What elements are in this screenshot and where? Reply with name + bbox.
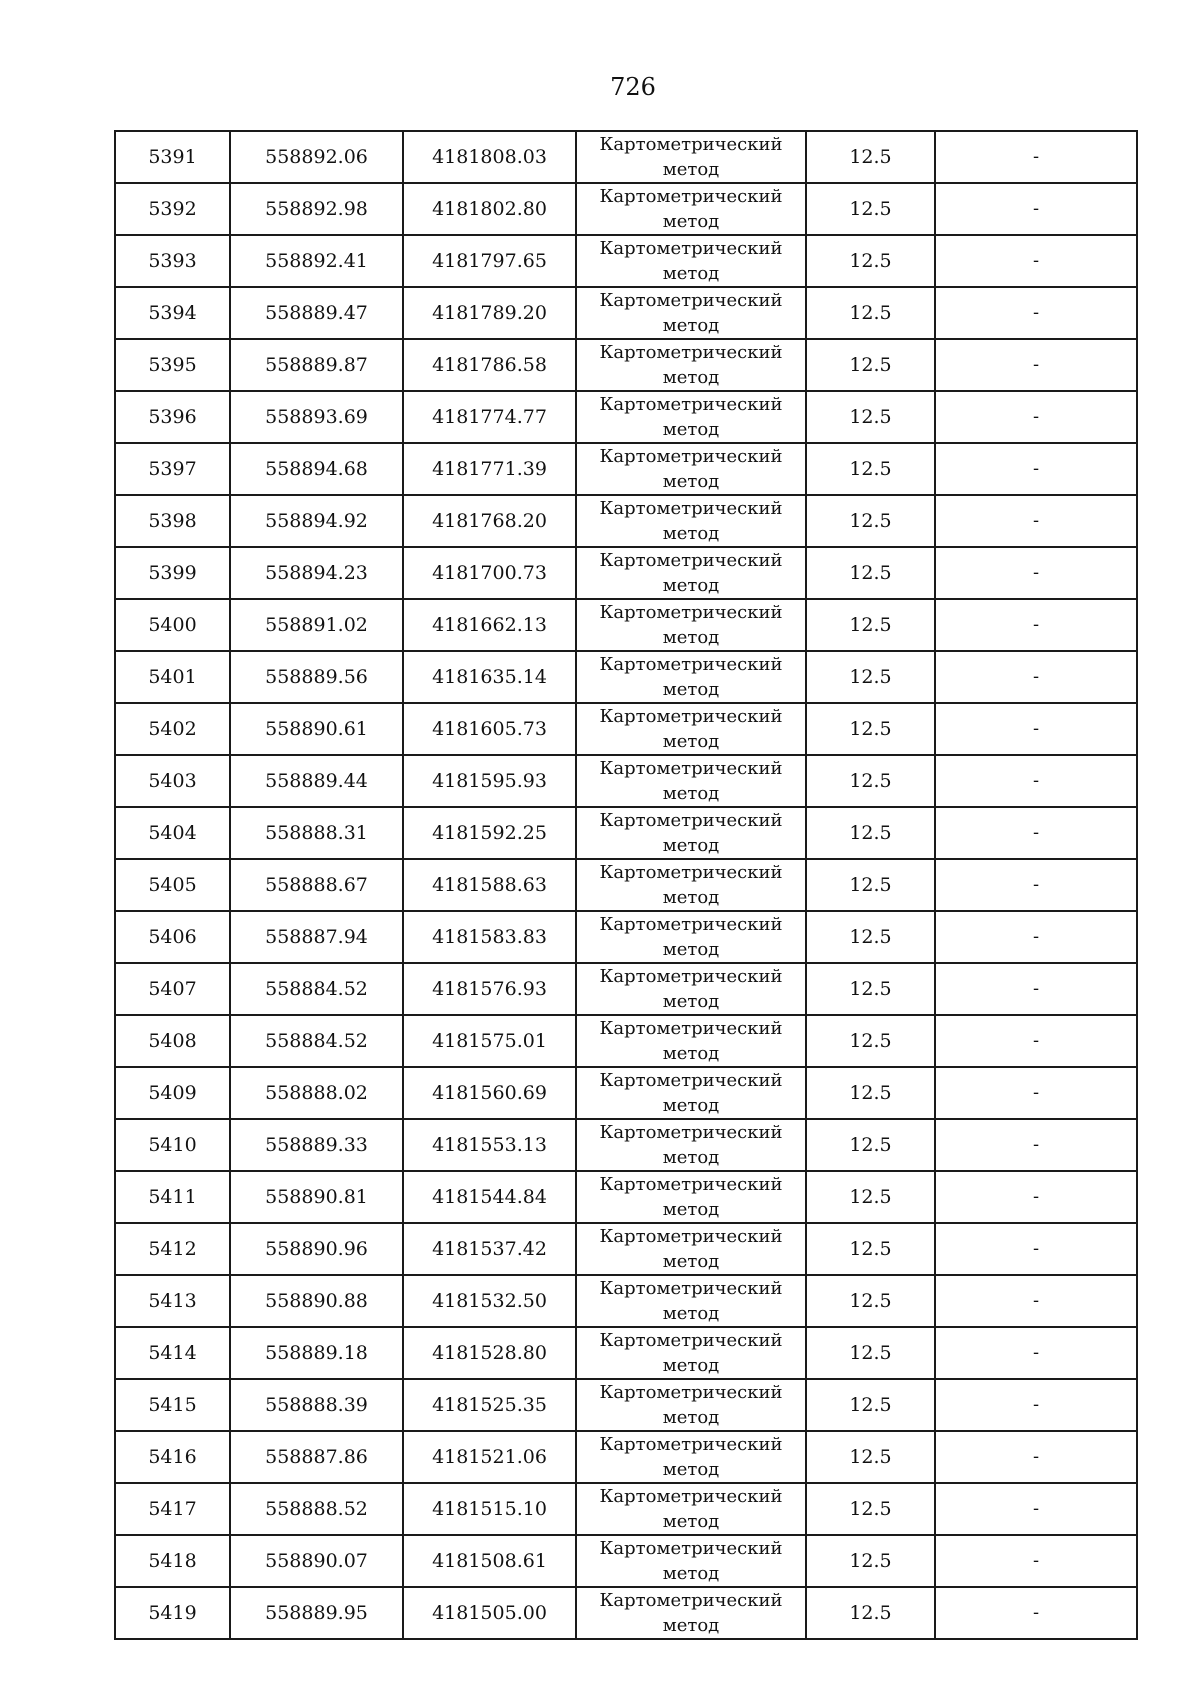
method-line-1: Картометрический xyxy=(599,1590,783,1611)
method-cell xyxy=(576,1379,806,1431)
accuracy-cell: 12.5 xyxy=(806,651,935,703)
note-cell: - xyxy=(935,1171,1137,1223)
method-line-1: Картометрический xyxy=(599,914,783,935)
method-line-2: метод xyxy=(662,783,720,804)
method-cell xyxy=(576,1015,806,1067)
point-number-cell: 5407 xyxy=(115,963,230,1015)
method-line-1: Картометрический xyxy=(599,1434,783,1455)
note-cell: - xyxy=(935,963,1137,1015)
note-cell: - xyxy=(935,651,1137,703)
point-number-cell: 5401 xyxy=(115,651,230,703)
method-line-2: метод xyxy=(662,575,720,596)
method-line-2: метод xyxy=(662,939,720,960)
method-line-1: Картометрический xyxy=(599,602,783,623)
method-cell xyxy=(576,131,806,183)
accuracy-cell: 12.5 xyxy=(806,391,935,443)
note-cell: - xyxy=(935,703,1137,755)
note-cell: - xyxy=(935,1223,1137,1275)
point-number-cell: 5396 xyxy=(115,391,230,443)
y-coordinate-cell: 4181605.73 xyxy=(403,703,576,755)
x-coordinate-cell: 558887.94 xyxy=(230,911,403,963)
point-number-cell: 5408 xyxy=(115,1015,230,1067)
method-line-2: метод xyxy=(662,159,720,180)
y-coordinate-cell: 4181532.50 xyxy=(403,1275,576,1327)
table-row xyxy=(115,703,1137,755)
method-line-1: Картометрический xyxy=(599,446,783,467)
method-line-2: метод xyxy=(662,523,720,544)
method-line-2: метод xyxy=(662,1095,720,1116)
method-line-1: Картометрический xyxy=(599,1278,783,1299)
y-coordinate-cell: 4181575.01 xyxy=(403,1015,576,1067)
x-coordinate-cell: 558888.02 xyxy=(230,1067,403,1119)
note-cell: - xyxy=(935,859,1137,911)
method-cell xyxy=(576,963,806,1015)
point-number-cell: 5399 xyxy=(115,547,230,599)
y-coordinate-cell: 4181797.65 xyxy=(403,235,576,287)
method-cell xyxy=(576,235,806,287)
method-cell xyxy=(576,1275,806,1327)
x-coordinate-cell: 558888.52 xyxy=(230,1483,403,1535)
point-number-cell: 5403 xyxy=(115,755,230,807)
x-coordinate-cell: 558890.81 xyxy=(230,1171,403,1223)
method-cell xyxy=(576,339,806,391)
method-line-2: метод xyxy=(662,419,720,440)
note-cell: - xyxy=(935,807,1137,859)
accuracy-cell: 12.5 xyxy=(806,1379,935,1431)
note-cell: - xyxy=(935,547,1137,599)
method-cell xyxy=(576,651,806,703)
x-coordinate-cell: 558890.07 xyxy=(230,1535,403,1587)
point-number-cell: 5414 xyxy=(115,1327,230,1379)
point-number-cell: 5415 xyxy=(115,1379,230,1431)
table-row xyxy=(115,131,1137,183)
y-coordinate-cell: 4181808.03 xyxy=(403,131,576,183)
method-cell xyxy=(576,183,806,235)
method-cell xyxy=(576,1483,806,1535)
x-coordinate-cell: 558889.87 xyxy=(230,339,403,391)
x-coordinate-cell: 558889.44 xyxy=(230,755,403,807)
y-coordinate-cell: 4181595.93 xyxy=(403,755,576,807)
y-coordinate-cell: 4181662.13 xyxy=(403,599,576,651)
y-coordinate-cell: 4181588.63 xyxy=(403,859,576,911)
note-cell: - xyxy=(935,1119,1137,1171)
table-row xyxy=(115,235,1137,287)
method-line-2: метод xyxy=(662,887,720,908)
method-line-1: Картометрический xyxy=(599,1226,783,1247)
method-line-2: метод xyxy=(662,1563,720,1584)
accuracy-cell: 12.5 xyxy=(806,1327,935,1379)
table-row xyxy=(115,1275,1137,1327)
page-number: 726 xyxy=(610,73,656,101)
method-cell xyxy=(576,1431,806,1483)
accuracy-cell: 12.5 xyxy=(806,963,935,1015)
accuracy-cell: 12.5 xyxy=(806,1015,935,1067)
table-row xyxy=(115,287,1137,339)
note-cell: - xyxy=(935,1483,1137,1535)
accuracy-cell: 12.5 xyxy=(806,1535,935,1587)
accuracy-cell: 12.5 xyxy=(806,599,935,651)
x-coordinate-cell: 558884.52 xyxy=(230,1015,403,1067)
note-cell: - xyxy=(935,755,1137,807)
method-line-2: метод xyxy=(662,1459,720,1480)
point-number-cell: 5400 xyxy=(115,599,230,651)
accuracy-cell: 12.5 xyxy=(806,495,935,547)
y-coordinate-cell: 4181537.42 xyxy=(403,1223,576,1275)
table-row xyxy=(115,1535,1137,1587)
method-cell xyxy=(576,1223,806,1275)
y-coordinate-cell: 4181786.58 xyxy=(403,339,576,391)
x-coordinate-cell: 558889.33 xyxy=(230,1119,403,1171)
method-cell xyxy=(576,1171,806,1223)
y-coordinate-cell: 4181560.69 xyxy=(403,1067,576,1119)
point-number-cell: 5398 xyxy=(115,495,230,547)
point-number-cell: 5416 xyxy=(115,1431,230,1483)
method-line-1: Картометрический xyxy=(599,498,783,519)
point-number-cell: 5392 xyxy=(115,183,230,235)
point-number-cell: 5406 xyxy=(115,911,230,963)
table-row xyxy=(115,1067,1137,1119)
accuracy-cell: 12.5 xyxy=(806,1119,935,1171)
note-cell: - xyxy=(935,1327,1137,1379)
method-line-1: Картометрический xyxy=(599,862,783,883)
x-coordinate-cell: 558888.31 xyxy=(230,807,403,859)
table-row xyxy=(115,547,1137,599)
table-row xyxy=(115,1327,1137,1379)
x-coordinate-cell: 558890.61 xyxy=(230,703,403,755)
table-row xyxy=(115,755,1137,807)
method-line-1: Картометрический xyxy=(599,1382,783,1403)
point-number-cell: 5419 xyxy=(115,1587,230,1639)
table-row xyxy=(115,963,1137,1015)
method-line-1: Картометрический xyxy=(599,810,783,831)
method-line-2: метод xyxy=(662,1303,720,1324)
y-coordinate-cell: 4181700.73 xyxy=(403,547,576,599)
x-coordinate-cell: 558892.41 xyxy=(230,235,403,287)
x-coordinate-cell: 558894.23 xyxy=(230,547,403,599)
table-row xyxy=(115,651,1137,703)
method-line-2: метод xyxy=(662,835,720,856)
coordinates-table xyxy=(114,130,1138,1640)
method-line-2: метод xyxy=(662,1615,720,1636)
note-cell: - xyxy=(935,235,1137,287)
method-line-1: Картометрический xyxy=(599,1330,783,1351)
method-line-1: Картометрический xyxy=(599,290,783,311)
method-line-1: Картометрический xyxy=(599,1070,783,1091)
method-cell xyxy=(576,755,806,807)
note-cell: - xyxy=(935,599,1137,651)
method-cell xyxy=(576,703,806,755)
note-cell: - xyxy=(935,183,1137,235)
point-number-cell: 5412 xyxy=(115,1223,230,1275)
point-number-cell: 5417 xyxy=(115,1483,230,1535)
y-coordinate-cell: 4181515.10 xyxy=(403,1483,576,1535)
note-cell: - xyxy=(935,495,1137,547)
method-line-2: метод xyxy=(662,315,720,336)
x-coordinate-cell: 558894.68 xyxy=(230,443,403,495)
method-line-2: метод xyxy=(662,731,720,752)
y-coordinate-cell: 4181771.39 xyxy=(403,443,576,495)
point-number-cell: 5391 xyxy=(115,131,230,183)
method-line-2: метод xyxy=(662,1511,720,1532)
note-cell: - xyxy=(935,1379,1137,1431)
accuracy-cell: 12.5 xyxy=(806,807,935,859)
table-row xyxy=(115,391,1137,443)
note-cell: - xyxy=(935,443,1137,495)
accuracy-cell: 12.5 xyxy=(806,1483,935,1535)
x-coordinate-cell: 558889.56 xyxy=(230,651,403,703)
method-cell xyxy=(576,1535,806,1587)
table-row xyxy=(115,599,1137,651)
method-line-2: метод xyxy=(662,1199,720,1220)
note-cell: - xyxy=(935,911,1137,963)
point-number-cell: 5413 xyxy=(115,1275,230,1327)
method-cell xyxy=(576,859,806,911)
method-line-2: метод xyxy=(662,367,720,388)
method-line-1: Картометрический xyxy=(599,1122,783,1143)
method-cell xyxy=(576,1119,806,1171)
y-coordinate-cell: 4181508.61 xyxy=(403,1535,576,1587)
accuracy-cell: 12.5 xyxy=(806,1171,935,1223)
method-cell xyxy=(576,807,806,859)
accuracy-cell: 12.5 xyxy=(806,547,935,599)
accuracy-cell: 12.5 xyxy=(806,1067,935,1119)
accuracy-cell: 12.5 xyxy=(806,703,935,755)
method-cell xyxy=(576,495,806,547)
accuracy-cell: 12.5 xyxy=(806,1431,935,1483)
method-cell xyxy=(576,1067,806,1119)
note-cell: - xyxy=(935,1067,1137,1119)
table-row xyxy=(115,1171,1137,1223)
method-line-2: метод xyxy=(662,1251,720,1272)
table-row xyxy=(115,183,1137,235)
method-cell xyxy=(576,547,806,599)
y-coordinate-cell: 4181583.83 xyxy=(403,911,576,963)
method-cell xyxy=(576,1587,806,1639)
accuracy-cell: 12.5 xyxy=(806,235,935,287)
note-cell: - xyxy=(935,1015,1137,1067)
table-row xyxy=(115,1015,1137,1067)
accuracy-cell: 12.5 xyxy=(806,183,935,235)
note-cell: - xyxy=(935,1587,1137,1639)
accuracy-cell: 12.5 xyxy=(806,1587,935,1639)
accuracy-cell: 12.5 xyxy=(806,1275,935,1327)
method-cell xyxy=(576,1327,806,1379)
method-cell xyxy=(576,599,806,651)
method-line-2: метод xyxy=(662,471,720,492)
method-line-2: метод xyxy=(662,1043,720,1064)
accuracy-cell: 12.5 xyxy=(806,859,935,911)
method-line-1: Картометрический xyxy=(599,342,783,363)
table-row xyxy=(115,859,1137,911)
method-line-1: Картометрический xyxy=(599,394,783,415)
y-coordinate-cell: 4181768.20 xyxy=(403,495,576,547)
method-line-2: метод xyxy=(662,991,720,1012)
point-number-cell: 5394 xyxy=(115,287,230,339)
table-row xyxy=(115,1483,1137,1535)
method-line-1: Картометрический xyxy=(599,186,783,207)
x-coordinate-cell: 558884.52 xyxy=(230,963,403,1015)
method-line-1: Картометрический xyxy=(599,550,783,571)
y-coordinate-cell: 4181528.80 xyxy=(403,1327,576,1379)
y-coordinate-cell: 4181774.77 xyxy=(403,391,576,443)
point-number-cell: 5393 xyxy=(115,235,230,287)
method-line-2: метод xyxy=(662,627,720,648)
method-line-2: метод xyxy=(662,1355,720,1376)
note-cell: - xyxy=(935,339,1137,391)
method-line-2: метод xyxy=(662,1407,720,1428)
method-cell xyxy=(576,287,806,339)
x-coordinate-cell: 558888.67 xyxy=(230,859,403,911)
note-cell: - xyxy=(935,391,1137,443)
method-cell xyxy=(576,391,806,443)
table-row xyxy=(115,911,1137,963)
y-coordinate-cell: 4181802.80 xyxy=(403,183,576,235)
method-line-1: Картометрический xyxy=(599,1174,783,1195)
y-coordinate-cell: 4181521.06 xyxy=(403,1431,576,1483)
point-number-cell: 5397 xyxy=(115,443,230,495)
method-line-1: Картометрический xyxy=(599,654,783,675)
accuracy-cell: 12.5 xyxy=(806,443,935,495)
table-row xyxy=(115,1431,1137,1483)
table-row xyxy=(115,339,1137,391)
method-line-1: Картометрический xyxy=(599,134,783,155)
x-coordinate-cell: 558891.02 xyxy=(230,599,403,651)
table-row xyxy=(115,1119,1137,1171)
method-line-1: Картометрический xyxy=(599,238,783,259)
method-line-2: метод xyxy=(662,211,720,232)
method-line-1: Картометрический xyxy=(599,758,783,779)
x-coordinate-cell: 558894.92 xyxy=(230,495,403,547)
point-number-cell: 5411 xyxy=(115,1171,230,1223)
accuracy-cell: 12.5 xyxy=(806,339,935,391)
y-coordinate-cell: 4181635.14 xyxy=(403,651,576,703)
x-coordinate-cell: 558892.98 xyxy=(230,183,403,235)
y-coordinate-cell: 4181505.00 xyxy=(403,1587,576,1639)
y-coordinate-cell: 4181544.84 xyxy=(403,1171,576,1223)
point-number-cell: 5418 xyxy=(115,1535,230,1587)
method-line-1: Картометрический xyxy=(599,706,783,727)
table-row xyxy=(115,1379,1137,1431)
x-coordinate-cell: 558888.39 xyxy=(230,1379,403,1431)
point-number-cell: 5395 xyxy=(115,339,230,391)
note-cell: - xyxy=(935,131,1137,183)
x-coordinate-cell: 558892.06 xyxy=(230,131,403,183)
method-line-1: Картометрический xyxy=(599,1486,783,1507)
y-coordinate-cell: 4181553.13 xyxy=(403,1119,576,1171)
point-number-cell: 5405 xyxy=(115,859,230,911)
method-line-2: метод xyxy=(662,1147,720,1168)
table-body xyxy=(115,131,1137,1639)
note-cell: - xyxy=(935,1275,1137,1327)
accuracy-cell: 12.5 xyxy=(806,287,935,339)
accuracy-cell: 12.5 xyxy=(806,911,935,963)
accuracy-cell: 12.5 xyxy=(806,131,935,183)
point-number-cell: 5402 xyxy=(115,703,230,755)
x-coordinate-cell: 558889.95 xyxy=(230,1587,403,1639)
table-row xyxy=(115,807,1137,859)
y-coordinate-cell: 4181592.25 xyxy=(403,807,576,859)
y-coordinate-cell: 4181525.35 xyxy=(403,1379,576,1431)
y-coordinate-cell: 4181789.20 xyxy=(403,287,576,339)
note-cell: - xyxy=(935,1535,1137,1587)
method-line-1: Картометрический xyxy=(599,966,783,987)
accuracy-cell: 12.5 xyxy=(806,1223,935,1275)
note-cell: - xyxy=(935,1431,1137,1483)
point-number-cell: 5410 xyxy=(115,1119,230,1171)
table-row xyxy=(115,495,1137,547)
table-row xyxy=(115,1587,1137,1639)
x-coordinate-cell: 558889.18 xyxy=(230,1327,403,1379)
method-cell xyxy=(576,911,806,963)
method-line-1: Картометрический xyxy=(599,1018,783,1039)
x-coordinate-cell: 558890.88 xyxy=(230,1275,403,1327)
table-row xyxy=(115,443,1137,495)
accuracy-cell: 12.5 xyxy=(806,755,935,807)
y-coordinate-cell: 4181576.93 xyxy=(403,963,576,1015)
x-coordinate-cell: 558889.47 xyxy=(230,287,403,339)
method-cell xyxy=(576,443,806,495)
method-line-1: Картометрический xyxy=(599,1538,783,1559)
x-coordinate-cell: 558887.86 xyxy=(230,1431,403,1483)
table-row xyxy=(115,1223,1137,1275)
x-coordinate-cell: 558890.96 xyxy=(230,1223,403,1275)
point-number-cell: 5409 xyxy=(115,1067,230,1119)
method-line-2: метод xyxy=(662,679,720,700)
note-cell: - xyxy=(935,287,1137,339)
method-line-2: метод xyxy=(662,263,720,284)
point-number-cell: 5404 xyxy=(115,807,230,859)
x-coordinate-cell: 558893.69 xyxy=(230,391,403,443)
